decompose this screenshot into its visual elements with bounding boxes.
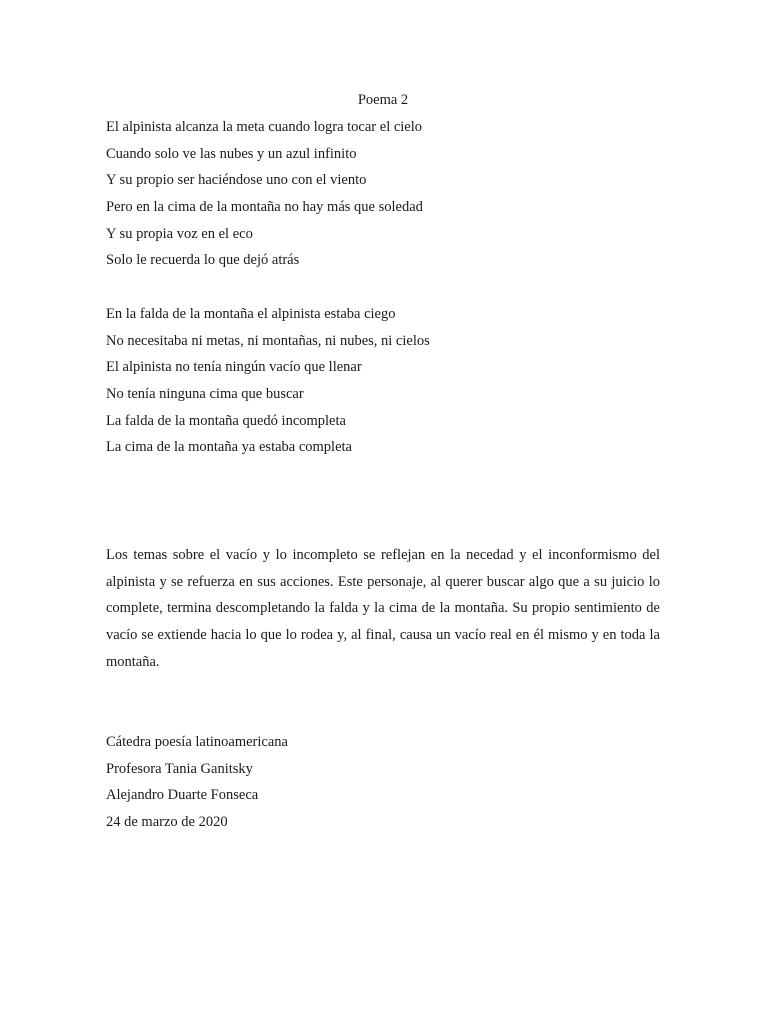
- stanza-1: [106, 114, 660, 274]
- poem-line: La falda de la montaña quedó incompleta: [106, 412, 346, 429]
- analysis-paragraph: Los temas sobre el vacío y lo incompleto se reflejan en la necedad y el inconformismo del alpinista y se refuerza en sus acciones. Este personaje, al querer buscar algo que a su juicio lo complete, termina descompletando la falda y la cima de la montaña. Su propio sentimiento de vacío se extiende hacia lo que lo rodea y, al final, causa un vacío real en él mismo y en toda la montaña.: [106, 547, 660, 670]
- poem-line: El alpinista alcanza la meta cuando logra tocar el cielo: [106, 119, 423, 135]
- poem-line: Solo le recuerda lo que dejó atrás: [106, 252, 300, 269]
- credits-block: [106, 729, 660, 836]
- author-name: Alejandro Duarte Fonseca: [106, 787, 259, 804]
- poem-line: La cima de la montaña ya estaba completa: [106, 439, 352, 456]
- stanza-2: [106, 301, 660, 461]
- course-name: Cátedra poesía latinoamericana: [106, 734, 288, 750]
- poem-title: Poema 2: [357, 92, 409, 108]
- poem-line: El alpinista no tenía ningún vacío que llenar: [106, 359, 362, 376]
- poem-line: En la falda de la montaña el alpinista estaba ciego: [106, 306, 396, 322]
- professor-name: Profesora Tania Ganitsky: [106, 760, 253, 777]
- poem-line: Y su propia voz en el eco: [106, 225, 253, 242]
- poem-line: Cuando solo ve las nubes y un azul infinito: [106, 145, 357, 162]
- poem-line: No necesitaba ni metas, ni montañas, ni nubes, ni cielos: [106, 332, 430, 349]
- poem-line: Pero en la cima de la montaña no hay más que soledad: [106, 199, 423, 216]
- poem-line: Y su propio ser haciéndose uno con el viento: [106, 172, 367, 189]
- document-date: 24 de marzo de 2020: [106, 814, 228, 831]
- poem-line: No tenía ninguna cima que buscar: [106, 386, 304, 403]
